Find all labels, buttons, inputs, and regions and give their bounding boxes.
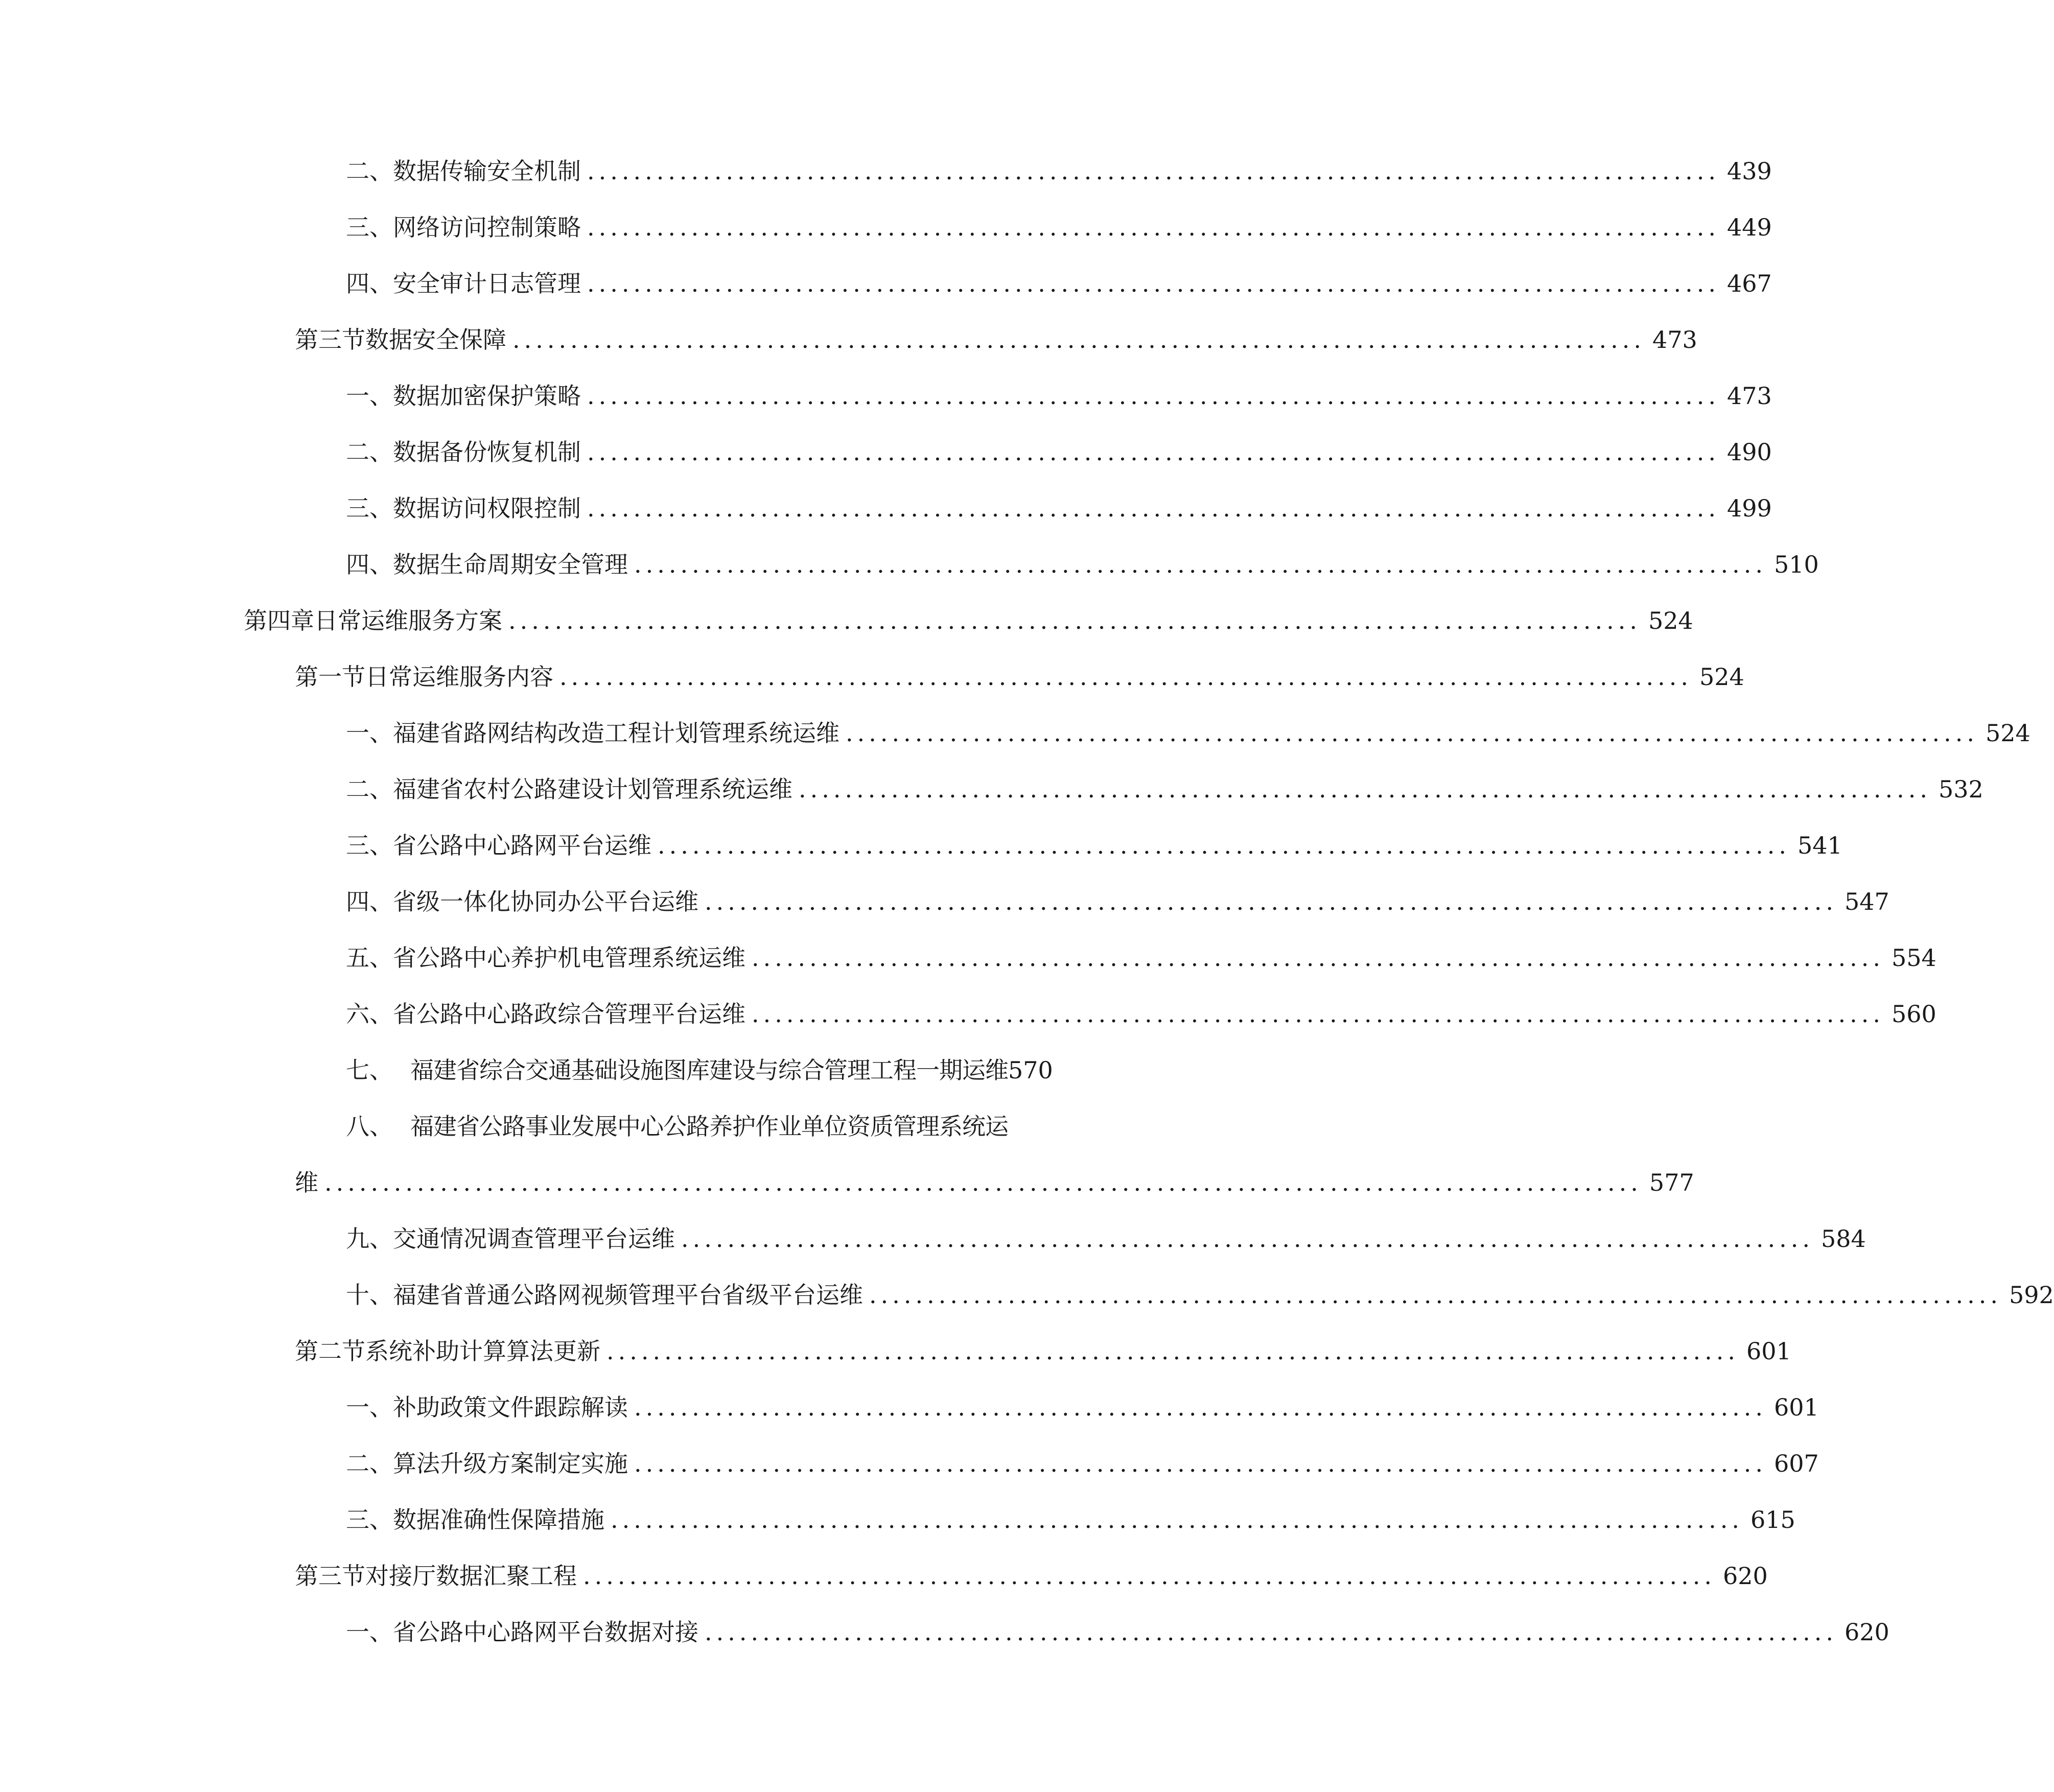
dot-leader: .................................................................................................. (583, 1562, 1716, 1590)
dot-leader: .................................................................................................. (846, 719, 1978, 747)
toc-entry-title: 省公路中心路政综合管理平台运维 (393, 1000, 745, 1028)
toc-entry-page: 570 (1008, 1056, 1053, 1084)
toc-entry-page: 449 (1726, 214, 1772, 241)
dot-leader: .................................................................................................. (799, 775, 1931, 803)
toc-entry-page: 601 (1746, 1337, 1791, 1365)
toc-entry-number: 一、 (346, 1618, 393, 1646)
toc-entry-page: 473 (1726, 382, 1772, 410)
toc-entry[interactable] (346, 199, 1772, 255)
toc-entry-title: 对接厅数据汇聚工程 (365, 1562, 577, 1590)
toc-entry[interactable] (295, 1323, 1791, 1379)
toc-entry-title: 省公路中心路网平台运维 (393, 832, 651, 859)
dot-leader: .................................................................................................. (587, 157, 1720, 185)
toc-entry-number: 一、 (346, 382, 393, 410)
dot-leader: .................................................................................................. (587, 270, 1720, 297)
toc-entry-number: 第三节 (295, 326, 365, 353)
toc-entry-number: 八、 (346, 1113, 393, 1140)
toc-entry-number: 三、 (346, 832, 393, 859)
toc-entry-page: 439 (1726, 157, 1772, 185)
toc-entry-title: 福建省综合交通基础设施图库建设与综合管理工程一期运维 (410, 1056, 1008, 1084)
toc-entry-page: 467 (1726, 270, 1772, 297)
toc-entry-title: 日常运维服务方案 (314, 607, 502, 634)
toc-entry-number: 一、 (346, 1394, 393, 1421)
toc-entry[interactable] (244, 593, 1693, 649)
toc-entry-number: 四、 (346, 888, 393, 915)
toc-entry-number: 二、 (346, 1450, 393, 1477)
toc-entry-number: 四、 (346, 270, 393, 297)
toc-entry-number: 二、 (346, 438, 393, 466)
toc-entry[interactable] (346, 930, 1936, 986)
toc-entry-title: 数据安全保障 (365, 326, 506, 353)
toc-entry-page: 510 (1773, 551, 1819, 578)
toc-entry-title: 数据访问权限控制 (393, 494, 581, 522)
toc-entry-title: 日常运维服务内容 (365, 663, 553, 691)
dot-leader: .................................................................................................. (606, 1337, 1739, 1365)
dot-leader: .................................................................................................. (869, 1281, 2002, 1309)
toc-entry-page: 473 (1652, 326, 1697, 353)
toc-entry-title: 福建省农村公路建设计划管理系统运维 (393, 775, 792, 803)
toc-entry-title: 福建省公路事业发展中心公路养护作业单位资质管理系统运 (410, 1113, 1008, 1140)
toc-entry[interactable] (346, 143, 1772, 199)
toc-entry[interactable] (346, 424, 1772, 480)
dot-leader: .................................................................................................. (634, 1394, 1767, 1421)
dot-leader: .................................................................................................. (752, 1000, 1884, 1028)
toc-entry[interactable] (346, 705, 2030, 761)
toc-entry-title: 算法升级方案制定实施 (393, 1450, 628, 1477)
toc-entry[interactable] (346, 761, 1983, 817)
toc-entry[interactable] (346, 1267, 2054, 1323)
toc-entry-page: 490 (1726, 438, 1772, 466)
toc-entry-number: 五、 (346, 944, 393, 972)
toc-entry-number: 三、 (346, 1506, 393, 1534)
toc-entry-number: 六、 (346, 1000, 393, 1028)
toc-entry-number: 七、 (346, 1056, 393, 1084)
dot-leader: .................................................................................................. (559, 663, 1692, 691)
toc-entry-page: 601 (1773, 1394, 1819, 1421)
toc-entry-number: 二、 (346, 775, 393, 803)
dot-leader: .................................................................................................. (512, 326, 1645, 353)
toc-entry-page: 541 (1797, 832, 1842, 859)
dot-leader: .................................................................................................. (508, 607, 1641, 634)
dot-leader: .................................................................................................. (587, 438, 1720, 466)
toc-entry-title: 数据备份恢复机制 (393, 438, 581, 466)
toc-entry-title-continuation: 维 (295, 1169, 318, 1196)
toc-entry-title: 交通情况调查管理平台运维 (393, 1225, 675, 1253)
toc-entry-page: 532 (1938, 775, 1983, 803)
toc-entry-page: 547 (1844, 888, 1889, 915)
toc-entry[interactable] (295, 312, 1697, 368)
toc-entry-number: 第三节 (295, 1562, 365, 1590)
toc-entry[interactable] (346, 1492, 1795, 1548)
toc-entry-page: 560 (1891, 1000, 1936, 1028)
dot-leader: .................................................................................................. (634, 551, 1767, 578)
toc-entry-title: 数据加密保护策略 (393, 382, 581, 410)
toc-entry-number: 九、 (346, 1225, 393, 1253)
toc-entry[interactable] (346, 1379, 1819, 1435)
toc-entry-title: 补助政策文件跟踪解读 (393, 1394, 628, 1421)
toc-entry-number: 第四章 (244, 607, 314, 634)
dot-leader: .................................................................................................. (705, 888, 1837, 915)
toc-entry-number: 二、 (346, 157, 393, 185)
toc-entry-number: 第一节 (295, 663, 365, 691)
toc-entry-title: 数据准确性保障措施 (393, 1506, 604, 1534)
dot-leader: .................................................................................................. (587, 214, 1720, 241)
toc-entry-page: 524 (1699, 663, 1744, 691)
toc-entry-page: 524 (1985, 719, 2030, 747)
toc-entry[interactable] (346, 1604, 1889, 1660)
toc-entry-page: 607 (1773, 1450, 1819, 1477)
dot-leader: .................................................................................................. (705, 1618, 1837, 1646)
toc-entry[interactable] (346, 1098, 1077, 1154)
toc-entry-page: 615 (1750, 1506, 1795, 1534)
toc-entry[interactable] (346, 817, 1842, 874)
toc-entry-title: 网络访问控制策略 (393, 214, 581, 241)
toc-entry[interactable] (346, 1042, 1112, 1098)
dot-leader: .................................................................................................. (681, 1225, 1814, 1253)
dot-leader: .................................................................................................. (634, 1450, 1767, 1477)
toc-entry[interactable] (346, 1435, 1819, 1492)
dot-leader: .................................................................................................. (611, 1506, 1743, 1534)
toc-entry-title: 系统补助计算算法更新 (365, 1337, 600, 1365)
toc-entry-page: 524 (1648, 607, 1693, 634)
toc-entry[interactable] (295, 1548, 1768, 1604)
toc-entry-title: 安全审计日志管理 (393, 270, 581, 297)
dot-leader: .................................................................................................. (587, 382, 1720, 410)
toc-entry-page: 577 (1649, 1169, 1694, 1196)
toc-entry[interactable] (346, 536, 1819, 593)
toc-entry-page: 554 (1891, 944, 1936, 972)
toc-entry-number: 一、 (346, 719, 393, 747)
toc-entry-title: 省公路中心路网平台数据对接 (393, 1618, 698, 1646)
toc-entry-title: 省公路中心养护机电管理系统运维 (393, 944, 745, 972)
toc-entry-number: 三、 (346, 494, 393, 522)
toc-entry-title: 数据传输安全机制 (393, 157, 581, 185)
toc-entry[interactable] (346, 986, 1936, 1042)
toc-entry-continuation[interactable] (295, 1154, 1694, 1211)
toc-entry[interactable] (295, 649, 1744, 705)
toc-entry[interactable] (346, 368, 1772, 424)
toc-entry-title: 福建省普通公路网视频管理平台省级平台运维 (393, 1281, 863, 1309)
toc-entry-title: 省级一体化协同办公平台运维 (393, 888, 698, 915)
toc-entry-number: 四、 (346, 551, 393, 578)
toc-entry-page: 620 (1722, 1562, 1768, 1590)
toc-entry-title: 数据生命周期安全管理 (393, 551, 628, 578)
toc-entry[interactable] (346, 255, 1772, 312)
toc-entry-number: 十、 (346, 1281, 393, 1309)
toc-entry-page: 584 (1820, 1225, 1866, 1253)
dot-leader: .................................................................................................. (752, 944, 1884, 972)
toc-entry-page: 592 (2009, 1281, 2054, 1309)
toc-entry-title: 福建省路网结构改造工程计划管理系统运维 (393, 719, 839, 747)
dot-leader: .................................................................................................. (658, 832, 1790, 859)
toc-entry-page: 499 (1726, 494, 1772, 522)
dot-leader: .................................................................................................. (587, 494, 1720, 522)
toc-entry-page: 620 (1844, 1618, 1889, 1646)
toc-entry[interactable] (346, 874, 1889, 930)
toc-entry-number: 第二节 (295, 1337, 365, 1365)
toc-entry[interactable] (346, 1211, 1866, 1267)
toc-entry-number: 三、 (346, 214, 393, 241)
toc-entry[interactable] (346, 480, 1772, 536)
dot-leader: .................................................................................................................. (324, 1169, 1642, 1196)
